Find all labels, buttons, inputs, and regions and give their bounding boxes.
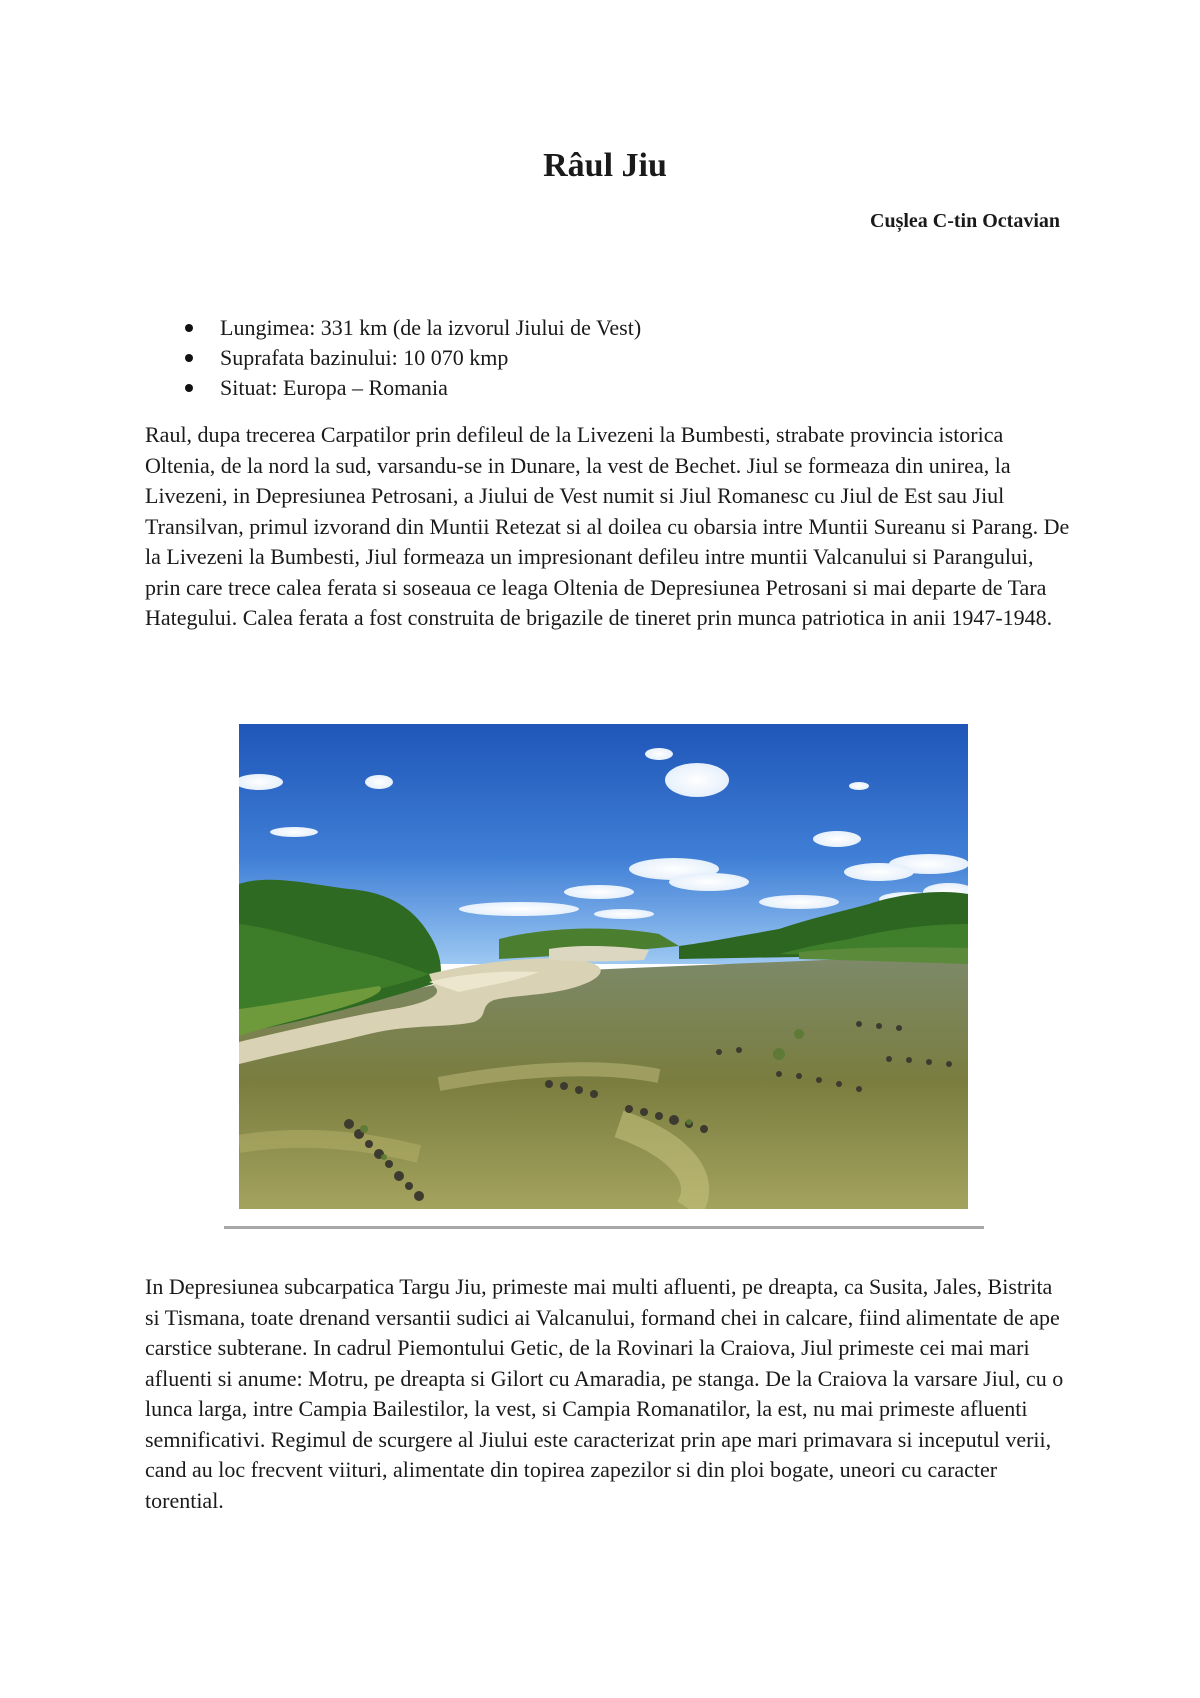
author-name: Cușlea C-tin Octavian: [870, 210, 1060, 232]
bullet-icon: [185, 384, 193, 392]
facts-list: [185, 313, 641, 403]
bullet-icon: [185, 324, 193, 332]
list-item: [185, 373, 641, 403]
river-photo: [239, 724, 968, 1209]
fact-length: Lungimea: 331 km (de la izvorul Jiului de Vest): [220, 315, 642, 340]
list-item: [185, 343, 641, 373]
paragraph-intro: Raul, dupa trecerea Carpatilor prin defileul de la Livezeni la Bumbesti, strabate provincia istorica Oltenia, de la nord la sud, varsandu-se in Dunare, la vest de Bechet. Jiul se formeaza din unirea, la Livezeni, in Depresiunea Petrosani, a Jiului de Vest numit si Jiul Romanesc cu Jiul de Est sau Jiul Transilvan, primul izvorand din Muntii Retezat si al doilea cu obarsia intre Muntii Sureanu si Parang. De la Livezeni la Bumbesti, Jiul formeaza un impresionant defileu intre muntii Valcanului si Parangului, prin care trece calea ferata si soseaua ce leaga Oltenia de Depresiunea Petrosani si mai departe de Tara Hategului. Calea ferata a fost construita de brigazile de tineret prin munca patriotica in anii 1947-1948.: [145, 422, 1070, 630]
list-item: [185, 313, 641, 343]
horizontal-rule: [224, 1226, 984, 1229]
paragraph-tributaries: In Depresiunea subcarpatica Targu Jiu, primeste mai multi afluenti, pe dreapta, ca Susita, Jales, Bistrita si Tismana, toate drenand versantii sudici ai Valcanului, formand chei in calcare, fiind alimentate de ape carstice subterane. In cadrul Piemontului Getic, de la Rovinari la Craiova, Jiul primeste cei mai mari afluenti si anume: Motru, pe dreapta si Gilort cu Amaradia, pe stanga. De la Craiova la varsare Jiul, cu o lunca larga, intre Campia Bailestilor, la vest, si Campia Romanatilor, la est, nu mai primeste afluenti semnificativi. Regimul de scurgere al Jiului este caracterizat prin ape mari primavara si inceputul verii, cand au loc frecvent viituri, alimentate din topirea zapezilor si din ploi bogate, uneori cu caracter torential.: [145, 1274, 1064, 1513]
fact-basin-area: Suprafata bazinului: 10 070 kmp: [220, 345, 509, 370]
page-title: Râul Jiu: [543, 147, 667, 184]
fact-location: Situat: Europa – Romania: [220, 375, 448, 400]
bullet-icon: [185, 354, 193, 362]
